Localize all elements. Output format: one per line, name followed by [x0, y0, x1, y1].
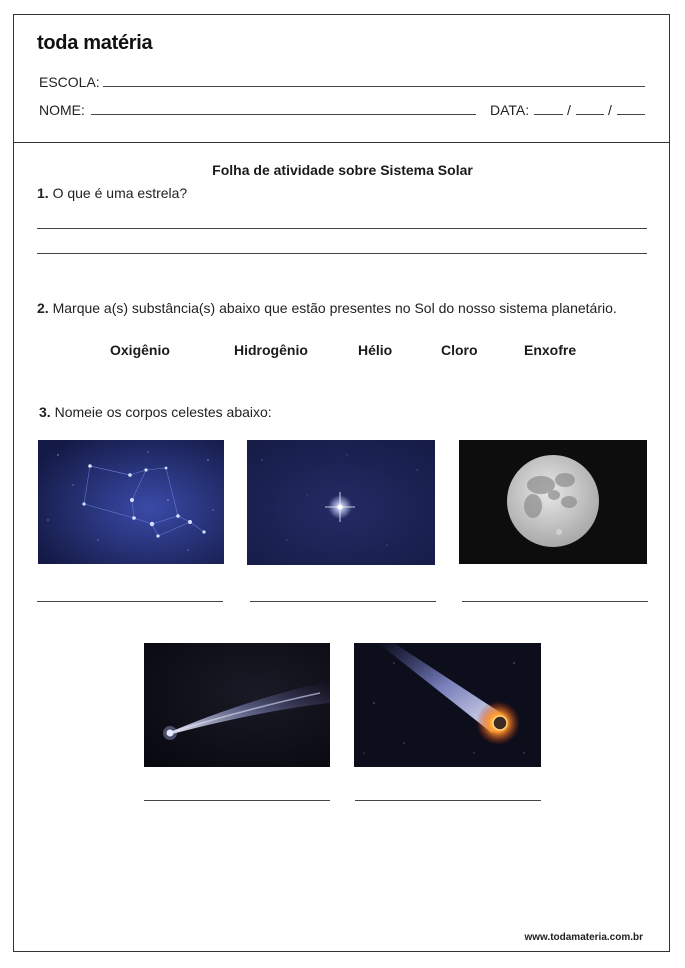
- answer-line[interactable]: [250, 601, 436, 602]
- school-label: ESCOLA:: [39, 74, 100, 90]
- date-year-field[interactable]: [617, 114, 645, 115]
- date-label: DATA:: [490, 102, 530, 118]
- question-2: [37, 300, 617, 316]
- answer-line[interactable]: [462, 601, 648, 602]
- answer-line[interactable]: [144, 800, 330, 801]
- question-number: 1.: [37, 185, 49, 201]
- question-1: [37, 185, 187, 201]
- answer-line[interactable]: [37, 228, 647, 229]
- star-image: [247, 440, 435, 565]
- date-separator: /: [567, 102, 571, 118]
- moon-image: [459, 440, 647, 564]
- question-text: O que é uma estrela?: [52, 185, 188, 201]
- option-hydrogen[interactable]: Hidrogênio: [234, 342, 308, 358]
- school-field[interactable]: [103, 86, 645, 87]
- option-sulfur[interactable]: Enxofre: [524, 342, 577, 358]
- answer-line[interactable]: [37, 601, 223, 602]
- date-separator: /: [608, 102, 612, 118]
- worksheet-title: Folha de atividade sobre Sistema Solar: [212, 162, 473, 178]
- question-text: Marque a(s) substância(s) abaixo que estão presentes no Sol do nosso sistema planetário.: [52, 300, 617, 316]
- logo: toda matéria: [37, 32, 153, 54]
- answer-line[interactable]: [37, 253, 647, 254]
- name-field[interactable]: [91, 114, 476, 115]
- comet-image: [144, 643, 330, 767]
- date-day-field[interactable]: [534, 114, 563, 115]
- option-oxygen[interactable]: Oxigênio: [110, 342, 170, 358]
- constellation-image: [38, 440, 224, 564]
- header-divider: [13, 142, 670, 143]
- question-text: Nomeie os corpos celestes abaixo:: [54, 404, 272, 420]
- question-number: 2.: [37, 300, 49, 316]
- meteor-image: [354, 643, 541, 767]
- answer-line[interactable]: [355, 800, 541, 801]
- footer-url: www.todamateria.com.br: [524, 932, 643, 943]
- option-helium[interactable]: Hélio: [358, 342, 393, 358]
- option-chlorine[interactable]: Cloro: [441, 342, 478, 358]
- question-3: [39, 404, 272, 420]
- question-number: 3.: [39, 404, 51, 420]
- name-label: NOME:: [39, 102, 85, 118]
- date-month-field[interactable]: [576, 114, 604, 115]
